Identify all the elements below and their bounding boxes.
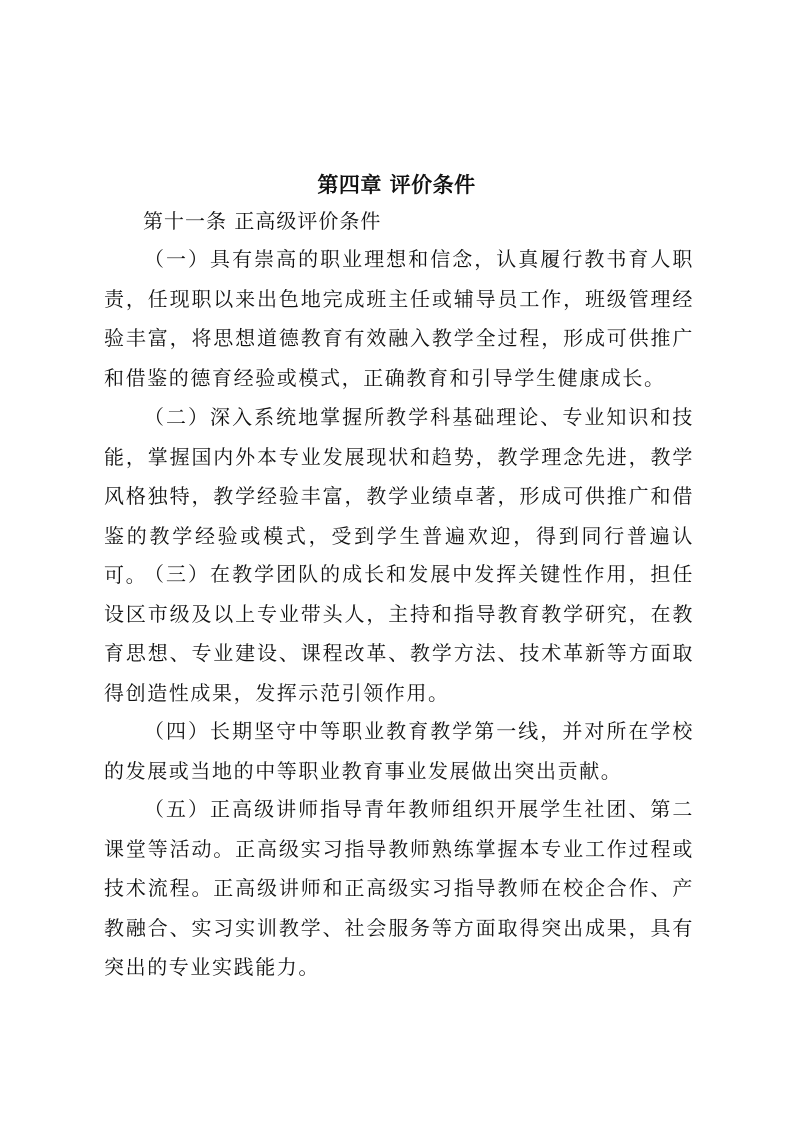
article-title: 第十一条 正高级评价条件	[143, 209, 382, 233]
paragraph-5: （五）正高级讲师指导青年教师组织开展学生社团、第二课堂等活动。正高级实习指导教师熟练掌握本专业工作过程或技术流程。正高级讲师和正高级实习指导教师在校企合作、产教融合、实习实训教学、社会服务等方面取得突出成果，具有突出的专业实践能力。	[104, 797, 694, 979]
paragraph-4: （四）长期坚守中等职业教育教学第一线，并对所在学校的发展或当地的中等职业教育事业发展做出突出贡献。	[104, 719, 694, 783]
paragraph-1: （一）具有崇高的职业理想和信念，认真履行教书育人职责，任现职以来出色地完成班主任或辅导员工作，班级管理经验丰富，将思想道德教育有效融入教学全过程，形成可供推广和借鉴的德育经验或模式，正确教育和引导学生健康成长。	[104, 247, 694, 390]
paragraph-2: （二）深入系统地掌握所教学科基础理论、专业知识和技能，掌握国内外本专业发展现状和趋势，教学理念先进，教学风格独特，教学经验丰富，教学业绩卓著，形成可供推广和借鉴的教学经验或模式，受到学生普遍欢迎，得到同行普遍认可。	[104, 405, 694, 587]
paragraph-3: （三）在教学团队的成长和发展中发挥关键性作用，担任设区市级及以上专业带头人，主持和指导教育教学研究，在教育思想、专业建设、课程改革、教学方法、技术革新等方面取得创造性成果，发挥示范引领作用。	[104, 562, 694, 705]
chapter-title: 第四章 评价条件	[317, 172, 476, 197]
